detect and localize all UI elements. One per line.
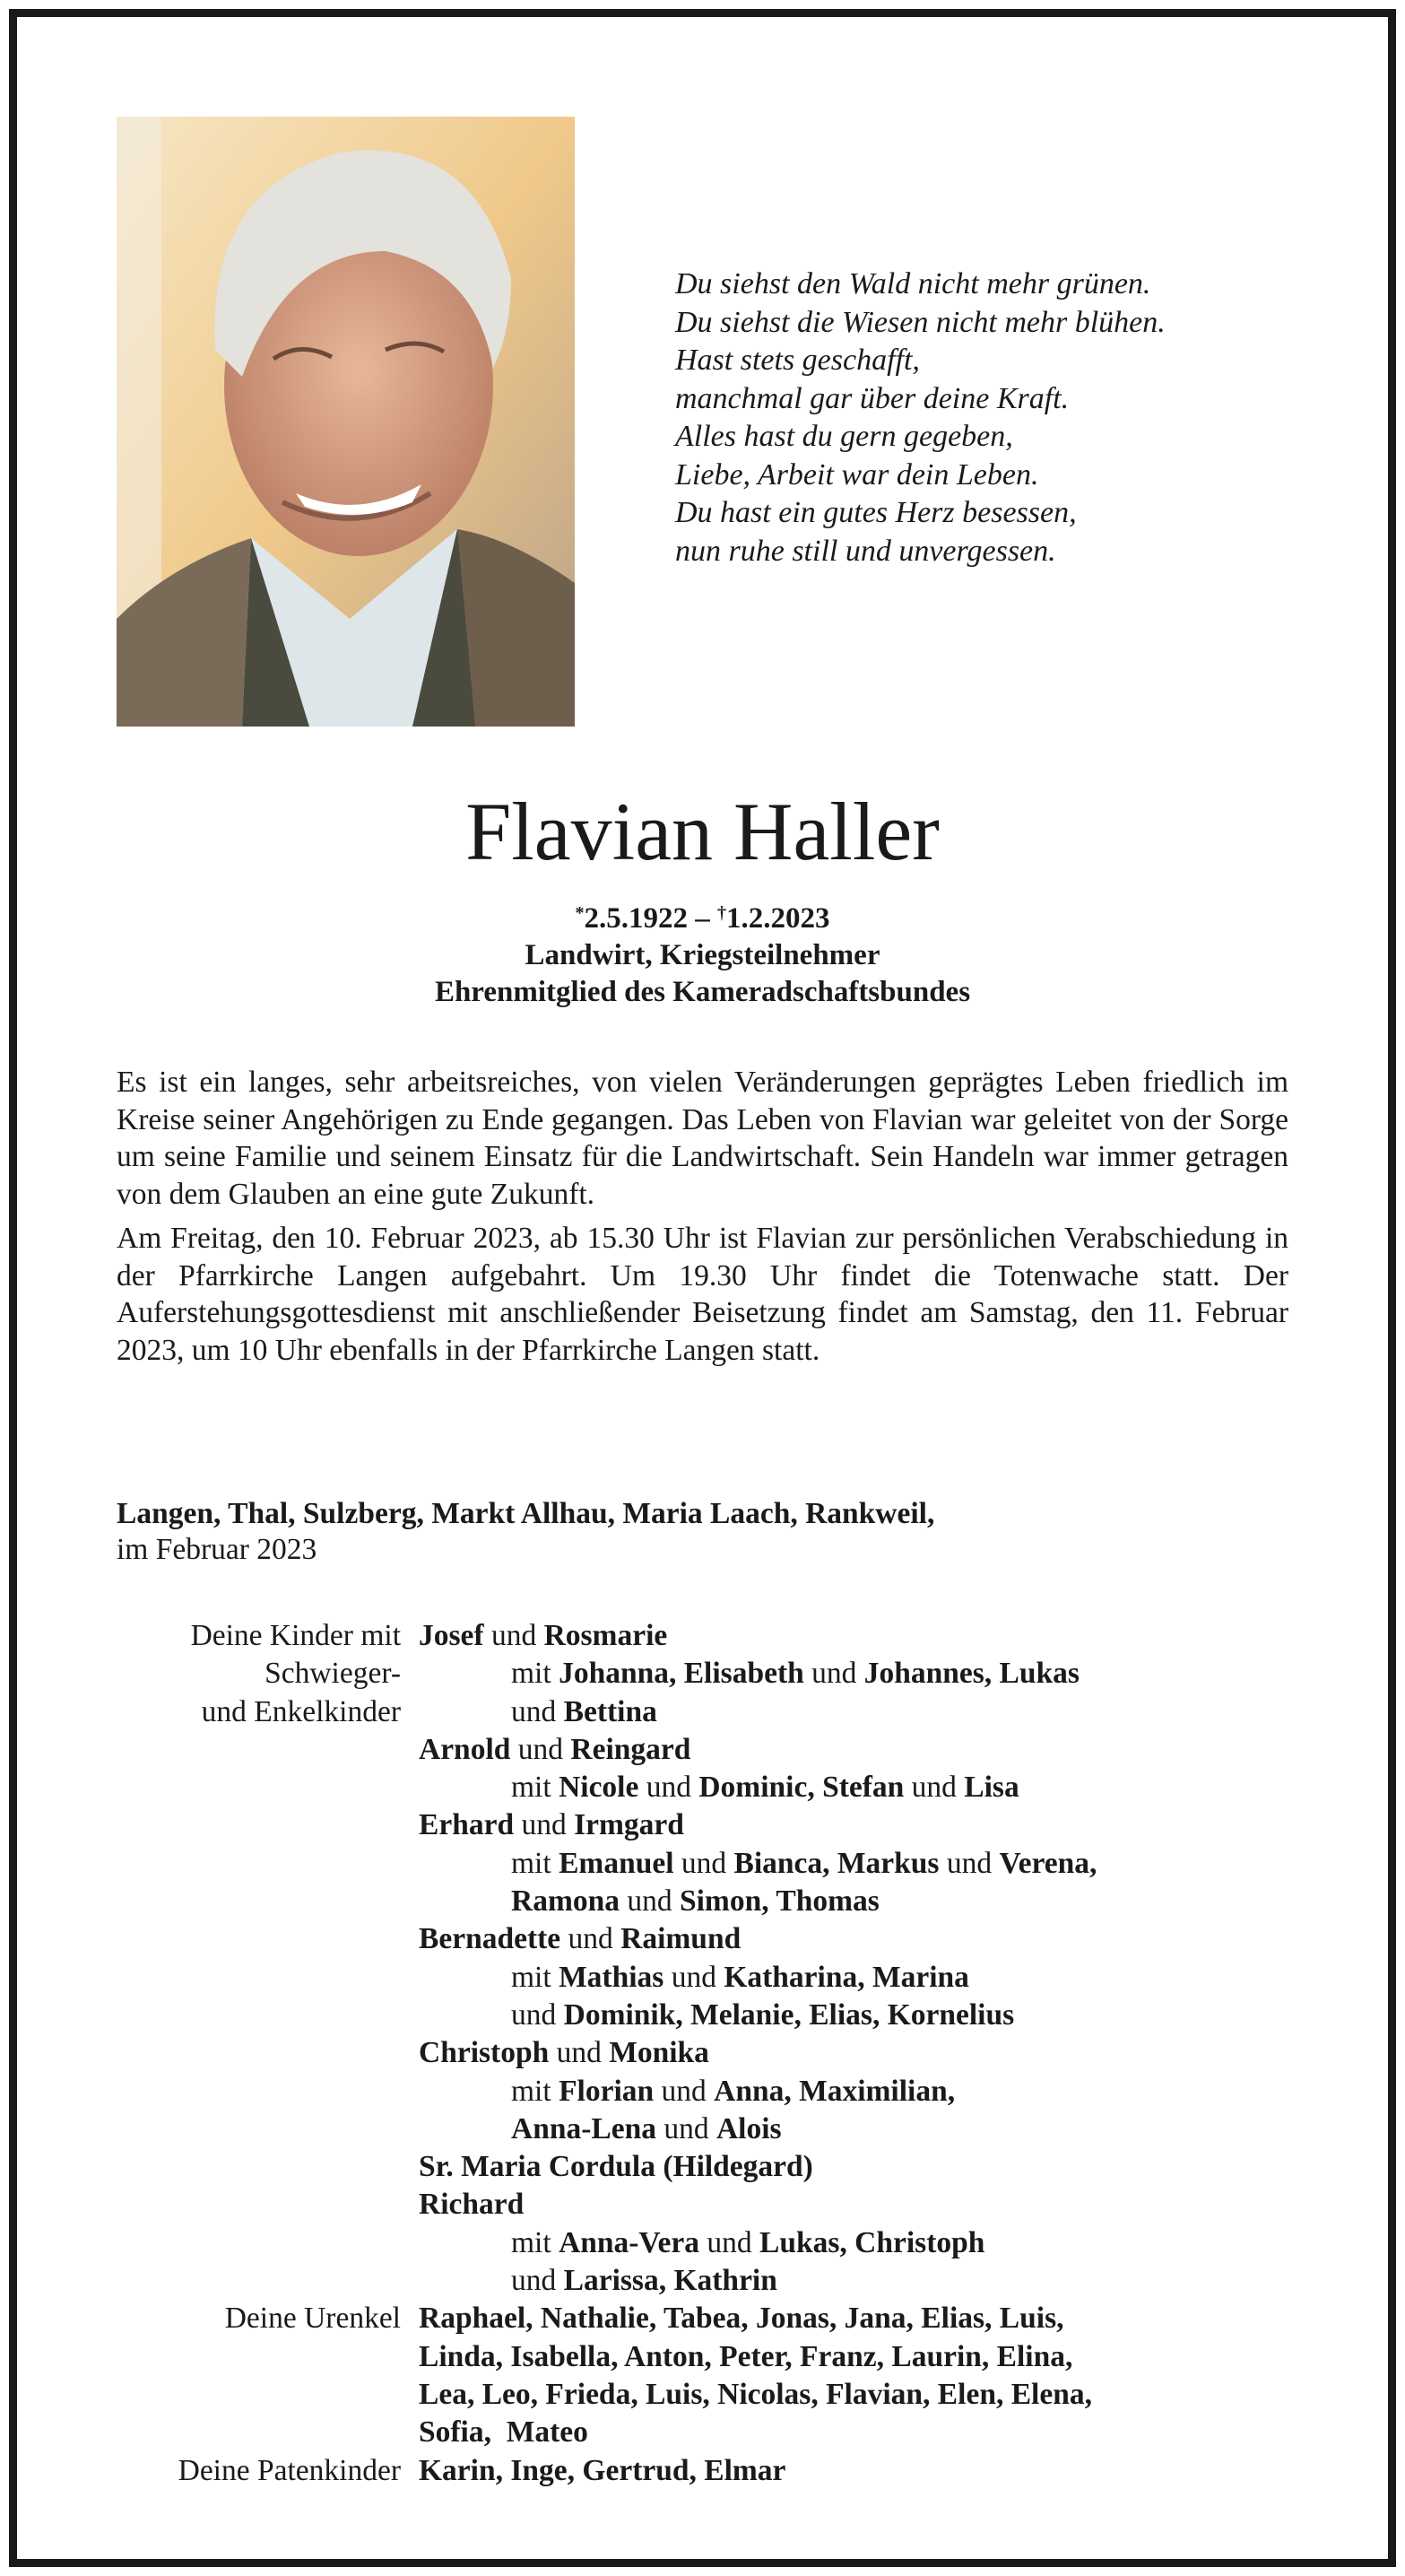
- paragraph: Es ist ein langes, sehr arbeitsreiches, von vielen Veränderungen geprägtes Leben friedlich im Kreise seiner Angehörigen zu Ende gegangen. Das Leben von Flavian war geleitet von der Sorge um seine Familie und seinem Einsatz für die Landwirtschaft. Sein Handeln war immer getragen von dem Glauben an eine gute Zukunft.: [117, 1066, 1288, 1211]
- connector-text: und: [560, 1922, 621, 1956]
- connector-text: und: [483, 1619, 544, 1652]
- mourner-line: [0, 2073, 1405, 2110]
- death-symbol: †: [717, 903, 726, 923]
- group-label: [178, 2452, 401, 2490]
- mourner-name: Monika: [609, 2036, 709, 2070]
- mourner-name: Rosmarie: [543, 1619, 668, 1652]
- mourner-line: [0, 2262, 1405, 2300]
- connector-text: und: [655, 2111, 716, 2145]
- mourner-name: Bettina: [563, 1694, 657, 1728]
- place-date: im Februar 2023: [117, 1533, 317, 1566]
- mourner-line: [0, 1769, 1405, 1806]
- mourner-name: Nicole: [559, 1771, 639, 1805]
- mourner-name: Erhard: [419, 1808, 515, 1842]
- poem-line: Du siehst den Wald nicht mehr grünen.: [675, 267, 1151, 300]
- group-label-line: und Enkelkinder: [201, 1694, 401, 1728]
- mourner-name: Sr. Maria Cordula (Hildegard): [419, 2150, 813, 2184]
- connector-text: mit: [511, 1846, 559, 1880]
- connector-text: und: [619, 1884, 680, 1919]
- death-date: 1.2.2023: [726, 902, 830, 935]
- connector-text: und: [673, 1846, 734, 1880]
- places: Langen, Thal, Sulzberg, Markt Allhau, Maria Laach, Rankweil,: [117, 1497, 935, 1530]
- mourner-group: [0, 1617, 1405, 2300]
- mourner-name: Linda, Isabella, Anton, Peter, Franz, Laurin, Elina,: [419, 2339, 1073, 2373]
- life-dates: [0, 895, 1405, 937]
- mourner-name: Richard: [419, 2188, 525, 2222]
- poem-line: Du hast ein gutes Herz besessen,: [675, 496, 1077, 529]
- connector-text: mit: [511, 1657, 559, 1691]
- role-line: Ehrenmitglied des Kameradschaftsbundes: [434, 976, 971, 1008]
- birth-date: 2.5.1922: [584, 902, 688, 935]
- mourner-name: Anna-Vera: [559, 2225, 700, 2259]
- connector-text: mit: [511, 2225, 559, 2259]
- mourner-name: Mathias: [559, 1960, 664, 1994]
- connector-text: und: [514, 1808, 575, 1842]
- mourner-name: Karin, Inge, Gertrud, Elmar: [419, 2453, 786, 2487]
- mourner-name: Sofia, Mateo: [419, 2415, 588, 2450]
- mourner-name: Raphael, Nathalie, Tabea, Jonas, Jana, Elias, Luis,: [419, 2302, 1064, 2336]
- mourner-line: [0, 2148, 1405, 2186]
- mourner-name: Dominik, Melanie, Elias, Kornelius: [563, 1997, 1015, 2032]
- poem-line: manchmal gar über deine Kraft.: [675, 381, 1070, 415]
- mourner-name: Reingard: [570, 1732, 691, 1766]
- poem-line: Du siehst die Wiesen nicht mehr blühen.: [675, 305, 1166, 339]
- mourner-line: [0, 2224, 1405, 2262]
- mourner-name: Larissa, Kathrin: [563, 2264, 777, 2298]
- connector-text: und: [654, 2074, 715, 2108]
- mourner-name: Anna, Maximilian,: [714, 2074, 956, 2108]
- connector-text: und: [699, 2225, 760, 2259]
- mourner-name: Johannes, Lukas: [863, 1657, 1080, 1691]
- mourner-name: Raimund: [620, 1922, 742, 1956]
- mourner-name: Simon, Thomas: [679, 1884, 880, 1919]
- poem-line: nun ruhe still und unvergessen.: [675, 534, 1056, 568]
- mourner-name: Josef: [419, 1619, 484, 1652]
- mourner-name: Bernadette: [419, 1922, 561, 1956]
- mourner-line: [0, 1731, 1405, 1769]
- mourner-line: [0, 2034, 1405, 2072]
- mourner-line: [0, 2338, 1405, 2376]
- mourner-name: Lukas, Christoph: [759, 2225, 985, 2259]
- connector-text: mit: [511, 2074, 559, 2108]
- mourner-name: Bianca, Markus: [733, 1846, 940, 1880]
- connector-text: und: [663, 1960, 724, 1994]
- mourner-line: [0, 1806, 1405, 1844]
- obituary-text: [117, 1064, 1288, 1376]
- mourner-line: [0, 2376, 1405, 2414]
- poem-line: Alles hast du gern gegeben,: [675, 420, 1013, 453]
- mourner-line: [0, 1883, 1405, 1920]
- connector-text: und: [638, 1771, 699, 1805]
- connector-text: mit: [511, 1960, 559, 1994]
- group-label: [191, 1617, 401, 1731]
- mourner-name: Lea, Leo, Frieda, Luis, Nicolas, Flavian, Elen, Elena,: [419, 2377, 1092, 2411]
- mourner-name: Lisa: [964, 1771, 1019, 1805]
- mourners-list: [0, 1617, 1405, 2490]
- group-label-line: Schwieger-: [265, 1657, 401, 1691]
- connector-text: und: [510, 1732, 571, 1766]
- group-label: [225, 2300, 401, 2337]
- mourner-name: Anna-Lena: [511, 2111, 656, 2145]
- memorial-poem: [675, 265, 1166, 570]
- connector-text: und: [904, 1771, 965, 1805]
- mourner-line: [0, 1997, 1405, 2034]
- mourner-name: Katharina, Marina: [724, 1960, 969, 1994]
- mourner-name: Irmgard: [574, 1808, 684, 1842]
- mourner-group: [0, 2452, 1405, 2490]
- life-details: [0, 895, 1405, 1011]
- mourner-name: Arnold: [419, 1732, 511, 1766]
- poem-line: Liebe, Arbeit war dein Leben.: [675, 457, 1039, 492]
- mourner-name: Emanuel: [559, 1846, 674, 1880]
- date-separator: –: [688, 902, 717, 935]
- mourner-line: [0, 1959, 1405, 1997]
- mourner-line: [0, 1845, 1405, 1883]
- mourner-name: Ramona: [511, 1884, 620, 1919]
- mourner-name: Verena,: [999, 1846, 1097, 1880]
- mourner-line: [0, 2186, 1405, 2224]
- connector-text: und: [803, 1657, 864, 1691]
- mourner-name: Alois: [716, 2111, 782, 2145]
- mourner-group: [0, 2300, 1405, 2451]
- connector-text: und: [511, 1997, 564, 2032]
- portrait-photo: [117, 117, 575, 727]
- birth-symbol: *: [575, 903, 585, 923]
- poem-line: Hast stets geschafft,: [675, 344, 920, 377]
- connector-text: und: [511, 2264, 564, 2298]
- mourner-line: [0, 2300, 1405, 2337]
- paragraph: Am Freitag, den 10. Februar 2023, ab 15.30 Uhr ist Flavian zur persönlichen Verabschiedung in der Pfarrkirche Langen aufgebahrt. Um 19.30 Uhr findet die Totenwache statt. Der Auferstehungsgottesdienst mit anschließender Beisetzung findet am Samstag, den 11. Februar 2023, um 10 Uhr ebenfalls in der Pfarrkirche Langen statt.: [117, 1222, 1288, 1367]
- mourner-name: Dominic, Stefan: [698, 1771, 905, 1805]
- connector-text: und: [549, 2036, 610, 2070]
- mourner-name: Johanna, Elisabeth: [559, 1657, 804, 1691]
- role-line: Landwirt, Kriegsteilnehmer: [525, 939, 880, 971]
- mourner-line: [0, 2110, 1405, 2148]
- places-and-date: [117, 1496, 934, 1568]
- group-label-line: Deine Kinder mit: [190, 1619, 401, 1652]
- mourner-line: [0, 2414, 1405, 2451]
- connector-text: und: [939, 1846, 1000, 1880]
- connector-text: und: [511, 1694, 564, 1728]
- connector-text: mit: [511, 1771, 559, 1805]
- deceased-name: Flavian Haller: [465, 786, 940, 877]
- mourner-name: Christoph: [419, 2036, 550, 2070]
- group-label-line: Deine Urenkel: [224, 2302, 401, 2336]
- mourner-name: Florian: [559, 2074, 655, 2108]
- group-label-line: Deine Patenkinder: [178, 2453, 401, 2487]
- mourner-line: [0, 1920, 1405, 1958]
